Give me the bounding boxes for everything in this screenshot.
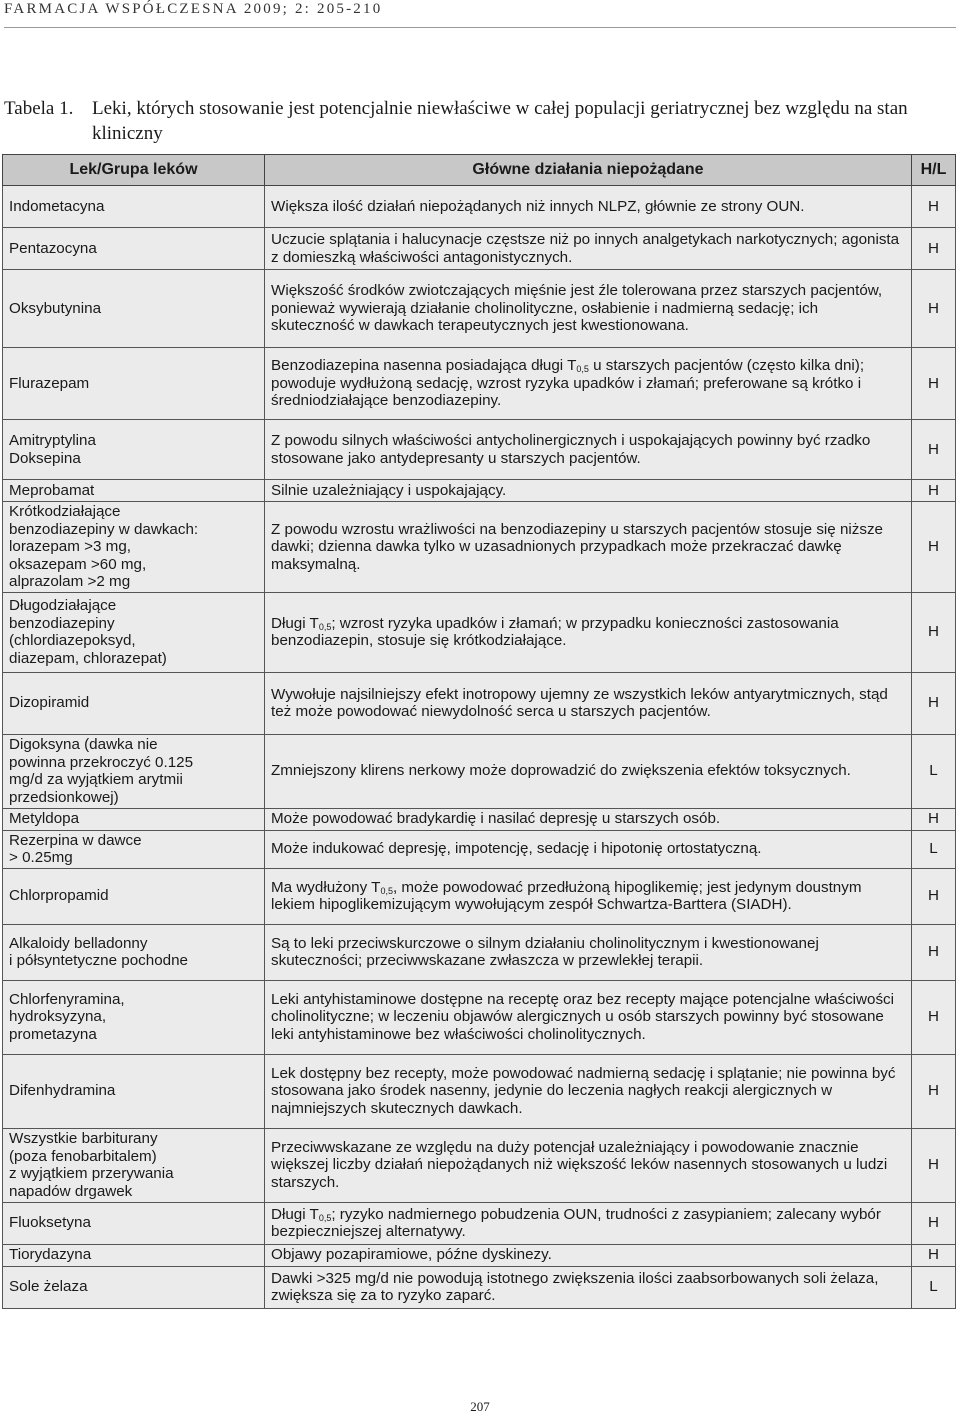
drug-name-cell: Długodziałające benzodiazepiny (chlordiazepoksyd, diazepam, chlorazepat) — [3, 592, 265, 672]
risk-level-cell: L — [912, 734, 956, 808]
table-row — [3, 830, 956, 868]
header-drug: Lek/Grupa leków — [3, 155, 265, 186]
adverse-effects-cell: Objawy pozapiramiowe, późne dyskinezy. — [265, 1244, 912, 1266]
table-row — [3, 924, 956, 980]
drug-name-cell: Digoksyna (dawka nie powinna przekroczyć 0.125 mg/d za wyjątkiem arytmii przedsionkowej) — [3, 734, 265, 808]
risk-level-cell: H — [912, 502, 956, 593]
drug-name-cell: Pentazocyna — [3, 228, 265, 270]
adverse-effects-cell — [265, 592, 912, 672]
drug-name-cell: Krótkodziałające benzodiazepiny w dawkach: lorazepam >3 mg, oksazepam >60 mg, alprazolam >2 mg — [3, 502, 265, 593]
effects-text: ; wzrost ryzyka upadków i złamań; w przypadku konieczności zastosowania benzodiazepin, stosuje się krótkodziałające. — [271, 614, 839, 649]
caption-text: Leki, których stosowanie jest potencjalnie niewłaściwe w całej populacji geriatrycznej bez względu na stan kliniczny — [92, 98, 908, 144]
adverse-effects-cell: Leki antyhistaminowe dostępne na receptę oraz bez recepty mające potencjalne właściwości cholinolityczne; w leczeniu objawów alergicznych u osób starszych powinny być stosowane leki antyhistaminowe bez właściwości cholinolitycznych. — [265, 980, 912, 1054]
adverse-effects-cell: Z powodu wzrostu wrażliwości na benzodiazepiny u starszych pacjentów stosuje się niższe dawki; dzienna dawka tylko w uzasadnionych przypadkach może przekraczać dawkę maksymalną. — [265, 502, 912, 593]
table-row — [3, 980, 956, 1054]
risk-level-cell: H — [912, 672, 956, 734]
drug-name-cell: Fluoksetyna — [3, 1202, 265, 1244]
adverse-effects-cell: Uczucie splątania i halucynacje częstsze niż po innych analgetykach narkotycznych; agonista z domieszką właściwości antagonistycznych. — [265, 228, 912, 270]
effects-text: Ma wydłużony T — [271, 878, 381, 896]
drug-name-cell: Sole żelaza — [3, 1266, 265, 1308]
drug-name-cell: Rezerpina w dawce > 0.25mg — [3, 830, 265, 868]
drug-name-cell: Meprobamat — [3, 480, 265, 502]
effects-text: , może powodować przedłużoną hipoglikemię; jest jedynym doustnym lekiem hipoglikemizującym wywołującym zespół Schwartza-Barttera (SIADH). — [271, 878, 862, 913]
adverse-effects-cell: Są to leki przeciwskurczowe o silnym działaniu cholinolitycznym i kwestionowanej skuteczności; przeciwwskazane zwłaszcza w przewlekłej terapii. — [265, 924, 912, 980]
adverse-effects-cell — [265, 348, 912, 420]
adverse-effects-cell: Silnie uzależniający i uspokajający. — [265, 480, 912, 502]
adverse-effects-cell: Dawki >325 mg/d nie powodują istotnego zwiększenia ilości zaabsorbowanych soli żelaza, zwiększa się za to ryzyko zaparć. — [265, 1266, 912, 1308]
half-life-subscript: 0,5 — [318, 621, 332, 632]
risk-level-cell: H — [912, 868, 956, 924]
effects-text: ; ryzyko nadmiernego pobudzenia OUN, trudności z zasypianiem; zalecany wybór bezpieczniejszej alternatywy. — [271, 1205, 881, 1240]
drug-name-cell: Difenhydramina — [3, 1054, 265, 1128]
risk-level-cell: H — [912, 420, 956, 480]
table-row — [3, 734, 956, 808]
table-header-row — [3, 155, 956, 186]
risk-level-cell: H — [912, 1244, 956, 1266]
half-life-subscript: 0,5 — [318, 1212, 332, 1223]
adverse-effects-cell: Zmniejszony klirens nerkowy może doprowadzić do zwiększenia efektów toksycznych. — [265, 734, 912, 808]
table-row — [3, 228, 956, 270]
half-life-subscript: 0,5 — [576, 364, 589, 375]
drug-table — [2, 154, 956, 1309]
table-row — [3, 1054, 956, 1128]
risk-level-cell: H — [912, 480, 956, 502]
adverse-effects-cell: Lek dostępny bez recepty, może powodować nadmierną sedację i splątanie; nie powinna być stosowana jako środek nasenny, jedynie do leczenia nagłych reakcji alergicznych w najmniejszych skutecznych dawkach. — [265, 1054, 912, 1128]
drug-name-cell: Wszystkie barbiturany (poza fenobarbitalem) z wyjątkiem przerywania napadów drgawek — [3, 1128, 265, 1202]
table-row — [3, 186, 956, 228]
risk-level-cell: H — [912, 1054, 956, 1128]
risk-level-cell: L — [912, 1266, 956, 1308]
table-row — [3, 348, 956, 420]
table-row — [3, 868, 956, 924]
adverse-effects-cell: Wywołuje najsilniejszy efekt inotropowy ujemny ze wszystkich leków antyarytmicznych, stąd też może powodować niewydolność serca u starszych pacjentów. — [265, 672, 912, 734]
table-row — [3, 1202, 956, 1244]
drug-name-cell: Flurazepam — [3, 348, 265, 420]
table-row — [3, 502, 956, 593]
risk-level-cell: H — [912, 186, 956, 228]
table-caption — [4, 96, 954, 146]
adverse-effects-cell: Większość środków zwiotczających mięśnie jest źle tolerowana przez starszych pacjentów, ponieważ wywierają działanie cholinolityczne, osłabienie i nadmierną sedację; ich skuteczność w dawkach terapeutycznych jest kwestionowana. — [265, 270, 912, 348]
risk-level-cell: H — [912, 228, 956, 270]
drug-name-cell: Oksybutynina — [3, 270, 265, 348]
table-row — [3, 420, 956, 480]
risk-level-cell: L — [912, 830, 956, 868]
drug-name-cell: Amitryptylina Doksepina — [3, 420, 265, 480]
drug-name-cell: Chlorpropamid — [3, 868, 265, 924]
adverse-effects-cell: Przeciwwskazane ze względu na duży potencjał uzależniający i powodowanie znacznie większej liczby działań niepożądanych niż większość leków nasennych stosowanych u ludzi starszych. — [265, 1128, 912, 1202]
adverse-effects-cell: Większa ilość działań niepożądanych niż innych NLPZ, głównie ze strony OUN. — [265, 186, 912, 228]
risk-level-cell: H — [912, 270, 956, 348]
risk-level-cell: H — [912, 980, 956, 1054]
effects-text: Długi T — [271, 614, 319, 632]
header-hl: H/L — [912, 155, 956, 186]
adverse-effects-cell: Może indukować depresję, impotencję, sedację i hipotonię ortostatyczną. — [265, 830, 912, 868]
risk-level-cell: H — [912, 592, 956, 672]
caption-label: Tabela 1. — [4, 98, 74, 119]
drug-name-cell: Alkaloidy belladonny i półsyntetyczne pochodne — [3, 924, 265, 980]
table-row — [3, 480, 956, 502]
adverse-effects-cell: Z powodu silnych właściwości antycholinergicznych i uspokajających powinny być rzadko stosowane jako antydepresanty u starszych pacjentów. — [265, 420, 912, 480]
adverse-effects-cell: Może powodować bradykardię i nasilać depresję u starszych osób. — [265, 808, 912, 830]
table-row — [3, 1128, 956, 1202]
table-row — [3, 1266, 956, 1308]
risk-level-cell: H — [912, 924, 956, 980]
header-effects: Główne działania niepożądane — [265, 155, 912, 186]
page-number: 207 — [470, 1399, 490, 1414]
effects-text: u starszych pacjentów (często kilka dni); powoduje wydłużoną sedację, wzrost ryzyka upadków i złamań; preferowane są krótko i średniodziałające benzodiazepiny. — [271, 357, 865, 410]
effects-text: Długi T — [271, 1205, 319, 1223]
header-rule — [4, 27, 956, 28]
journal-header: FARMACJA WSPÓŁCZESNA 2009; 2: 205-210 — [4, 1, 383, 17]
drug-name-cell: Tiorydazyna — [3, 1244, 265, 1266]
table-row — [3, 1244, 956, 1266]
risk-level-cell: H — [912, 1202, 956, 1244]
effects-text: Benzodiazepina nasenna posiadająca długi T — [271, 357, 577, 375]
drug-name-cell: Dizopiramid — [3, 672, 265, 734]
half-life-subscript: 0,5 — [380, 885, 393, 896]
adverse-effects-cell — [265, 868, 912, 924]
drug-name-cell: Chlorfenyramina, hydroksyzyna, prometazyna — [3, 980, 265, 1054]
table-row — [3, 672, 956, 734]
table-row — [3, 270, 956, 348]
drug-name-cell: Indometacyna — [3, 186, 265, 228]
table-row — [3, 592, 956, 672]
adverse-effects-cell — [265, 1202, 912, 1244]
table-row — [3, 808, 956, 830]
risk-level-cell: H — [912, 1128, 956, 1202]
risk-level-cell: H — [912, 348, 956, 420]
risk-level-cell: H — [912, 808, 956, 830]
drug-name-cell: Metyldopa — [3, 808, 265, 830]
